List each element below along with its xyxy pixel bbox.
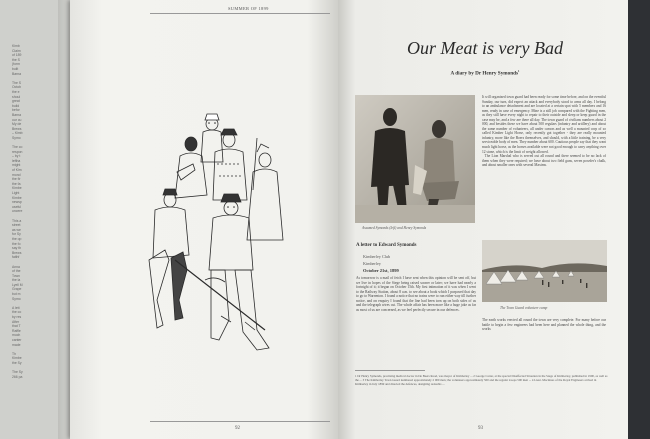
footer-rule: [150, 421, 330, 422]
camp-photo: [482, 240, 607, 302]
portrait-caption: Assumed Symonds (left) and Henry Symonds: [362, 226, 427, 230]
background-edge: [628, 0, 650, 439]
soldiers-illustration: [135, 100, 295, 355]
camp-photo-caption: The Town Guard volunteer camp: [500, 306, 548, 310]
earthworks-text: The earth works erected all round the town are very complete. For many before our battle to begin a few engineers had been here and planned the whole thing, and the works: [482, 318, 606, 332]
letter-place-1: Kimberley Club: [363, 254, 391, 259]
right-page-number: 93: [478, 426, 483, 431]
letter-date: October 21st, 1899: [363, 268, 399, 273]
footnotes: 1 Dr Henry Symonds, practising medical doctor in De Beers Road, was mayor of Kimberley ... 2 George Carter, at the special Disaffected Situation in the Siege of Kimberley, published in 1900, as well as the ... 3 The Kimberley Town Guard numbered approximately 2 000 men; the volunteers approximately 500 and the regular troops 500 men ... 4 Lieut. Macinnes of the Royal Engineers arrived in Kimberley in July 1899 and directed the defences, designing redoubts ...: [355, 374, 608, 387]
letter-heading: A letter to Edward Symonds: [356, 243, 417, 248]
left-page-number: 92: [235, 426, 240, 431]
portrait-photo: [355, 95, 475, 223]
running-head: SUMMER OF 1899: [228, 6, 269, 11]
underlying-page-text: Kimb Claim of 189 the S (form built Barna The S Octob the e shoul great build befor Barna our cu My de Brews – Kimb Symo The co respon – by t leftha might of Kim mond the fir the fa Kimbe Light Kimbe newsp useful uncere This a street as we for Sy the op the fo say th Brews faithf Anna of the Town the la Lyell M Grape but m Symo A lett the co by res After that T Raffle much canter made Th Kimbe the Sy The Sy 266 pa: [12, 44, 23, 379]
article-byline: A diary by Dr Henry Symonds$^1$: [450, 69, 520, 77]
header-rule: [150, 13, 330, 14]
letter-place-2: Kimberley: [363, 261, 381, 266]
footnote-rule: [355, 370, 425, 371]
article-title: Our Meat is very Bad: [407, 38, 563, 58]
diary-intro-text: It will organized town guard had been ready for some time before, and on the eventful Sunday, our turn, did expect an attack and everybody stood to arms all day. I belong to an ambulance detachment and are located at a certain spot with 5 members and 16 men, ready in case of emergency. Mine is a still job compared with the Fighting men, as they still have every night to repair to their outside and sleep or keep guard in the case may be, and a few are there all day. The town guard of civilians numbers about 2 000, and besides these we have about 500 regulars (infantry and artillery) and about the same number of volunteers, all under canvas and as well a mounted corp of so called Kimber Light Horse, only recently got together - they are really mounted infantry, more like the Boers themselves, and should, with a little training, be a very serviceable body of men. They number about 600. Cautious people say that they want much light horse, as the horses available were not good enough to carry anything over 12 stone, which is the limit of weight allowed. The Lion Marshal who is served out all round and there seemed to be no lack of them when they were required; we have about two field guns, seven powder's chalk, and about smaller ones with several Maxims.: [482, 95, 607, 168]
letter-body-text: As tomorrow is a mail of fetch I have sent when this opinion will be sent off, but we live in hopes of the Siege being raised sooner or later; we have had nearly a fortnight of it; it began on October 15th. My first intimation of it was when I went to the Railway Station, about 8 a.m. to see about a book which I purposed that day to go to Warrenton. I found a notice that no trains were to run either way till further notice, and on enquiry I found that the line had been torn up on both sides of us and the telegraph wires cut. The whole affair has been more like a huge joke as far as most of us are concerned, as we feel perfectly secure in our defences.: [356, 276, 476, 312]
